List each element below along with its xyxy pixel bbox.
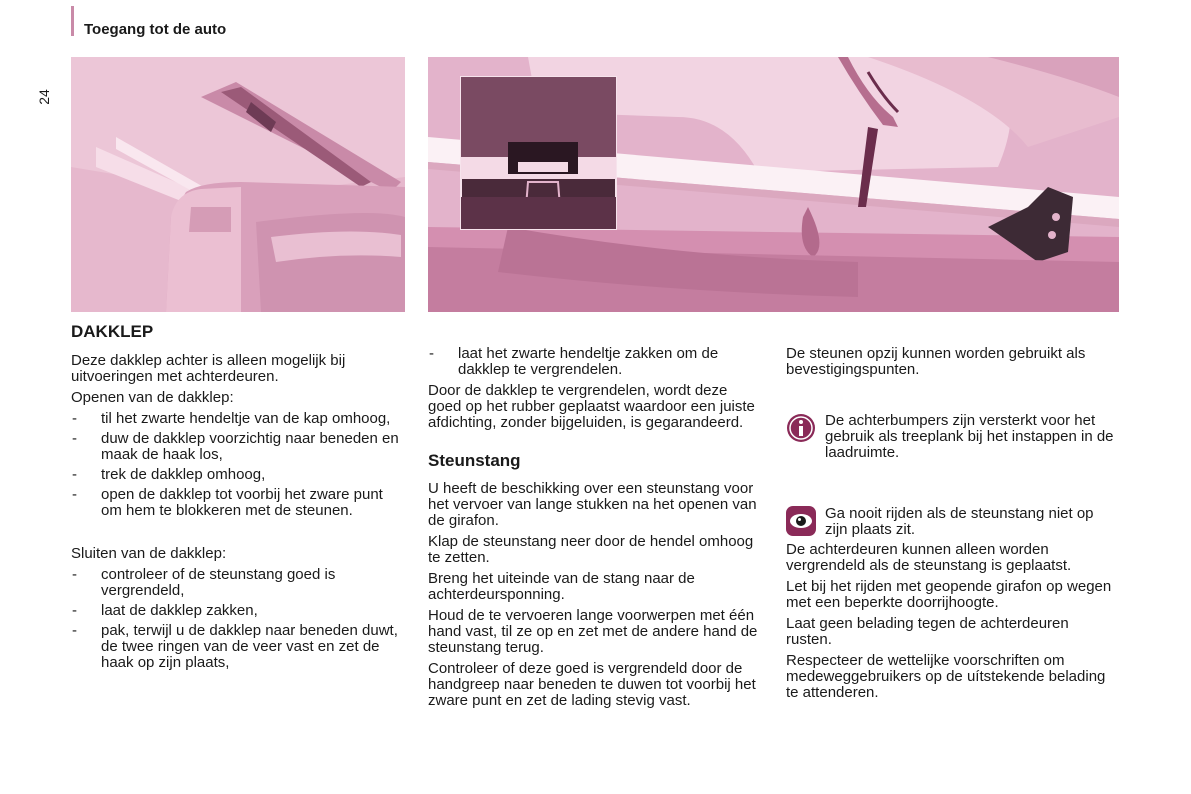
steunstang-paragraph: U heeft de beschikking over een steunstang voor het vervoer van lange stukken na het openen van de girafon. (428, 480, 757, 529)
supports-paragraph: De steunen opzij kunnen worden gebruikt als bevestigingspunten. (786, 345, 1086, 378)
list-item: - trek de dakklep omhoog, (71, 467, 406, 483)
right-paragraph: Respecteer de wettelijke voorschriften om medeweggebruikers op de uítstekende belading te attenderen. (786, 652, 1106, 701)
right-paragraph: De achterdeuren kunnen alleen worden vergrendeld als de steunstang is geplaatst. (786, 541, 1072, 574)
open-title: Openen van de dakklep: (71, 389, 234, 406)
warning-note (786, 506, 1116, 538)
close-steps-continued (428, 346, 760, 378)
steunstang-paragraph: Breng het uiteinde van de stang naar de achterdeursponning. (428, 570, 695, 603)
right-column (786, 346, 1116, 383)
middle-column (428, 346, 760, 714)
section-title: Toegang tot de auto (84, 21, 227, 38)
steunstang-paragraph: Controleer of deze goed is vergrendeld door de handgreep naar beneden te duwen tot voorbij het zware punt en zet de lading stevig vast. (428, 660, 756, 709)
list-item: - open de dakklep tot voorbij het zware punt om hem te blokkeren met de steunen. (71, 487, 406, 519)
info-icon (786, 413, 816, 443)
intro-paragraph: Deze dakklep achter is alleen mogelijk bij uitvoeringen met achterdeuren. (71, 352, 346, 385)
close-steps-list (71, 567, 406, 671)
support-bar-illustration (428, 57, 1119, 312)
left-column (71, 322, 406, 676)
right-paragraph: Let bij het rijden met geopende girafon op wegen met een beperkte doorrijhoogte. (786, 578, 1112, 611)
roof-flap-illustration (71, 57, 405, 312)
close-title: Sluiten van de dakklep: (71, 545, 227, 562)
list-item: - til het zwarte hendeltje van de kap omhoog, (71, 411, 406, 427)
list-item: - controleer of de steunstang goed is vergrendeld, (71, 567, 406, 599)
info-note-text: De achterbumpers zijn versterkt voor het gebruik als treeplank bij het instappen in de laadruimte. (825, 412, 1114, 461)
eye-icon (786, 506, 816, 536)
roof-flap-drawing (71, 57, 405, 312)
list-item: - duw de dakklep voorzichtig naar beneden en maak de haak los, (71, 431, 406, 463)
open-steps-list (71, 411, 406, 519)
list-item: - pak, terwijl u de dakklep naar beneden duwt, de twee ringen van de veer vast en zet de haak op zijn plaats, (71, 623, 406, 671)
page-number: 24 (36, 89, 52, 105)
list-item: - laat de dakklep zakken, (71, 603, 406, 619)
steunstang-paragraph: Houd de te vervoeren lange voorwerpen met één hand vast, til ze op en zet met de andere hand de steunstang terug. (428, 607, 758, 656)
list-item: - laat het zwarte hendeltje zakken om de dakklep te vergrendelen. (428, 346, 760, 378)
right-paragraph: Laat geen belading tegen de achterdeuren rusten. (786, 615, 1069, 648)
warning-note-text: Ga nooit rijden als de steunstang niet op zijn plaats zit. (825, 505, 1094, 538)
right-column-lower (786, 542, 1116, 706)
steunstang-paragraph: Klap de steunstang neer door de hendel omhoog te zetten. (428, 533, 754, 566)
support-bar-drawing (428, 57, 1119, 312)
header-accent-bar (71, 6, 74, 36)
info-note (786, 413, 1116, 461)
steunstang-heading: Steunstang (428, 451, 521, 470)
dakklep-heading: DAKKLEP (71, 322, 154, 341)
lock-paragraph: Door de dakklep te vergrendelen, wordt deze goed op het rubber geplaatst waardoor een juiste afdichting, zonder bijgeluiden, is gegarandeerd. (428, 382, 755, 431)
